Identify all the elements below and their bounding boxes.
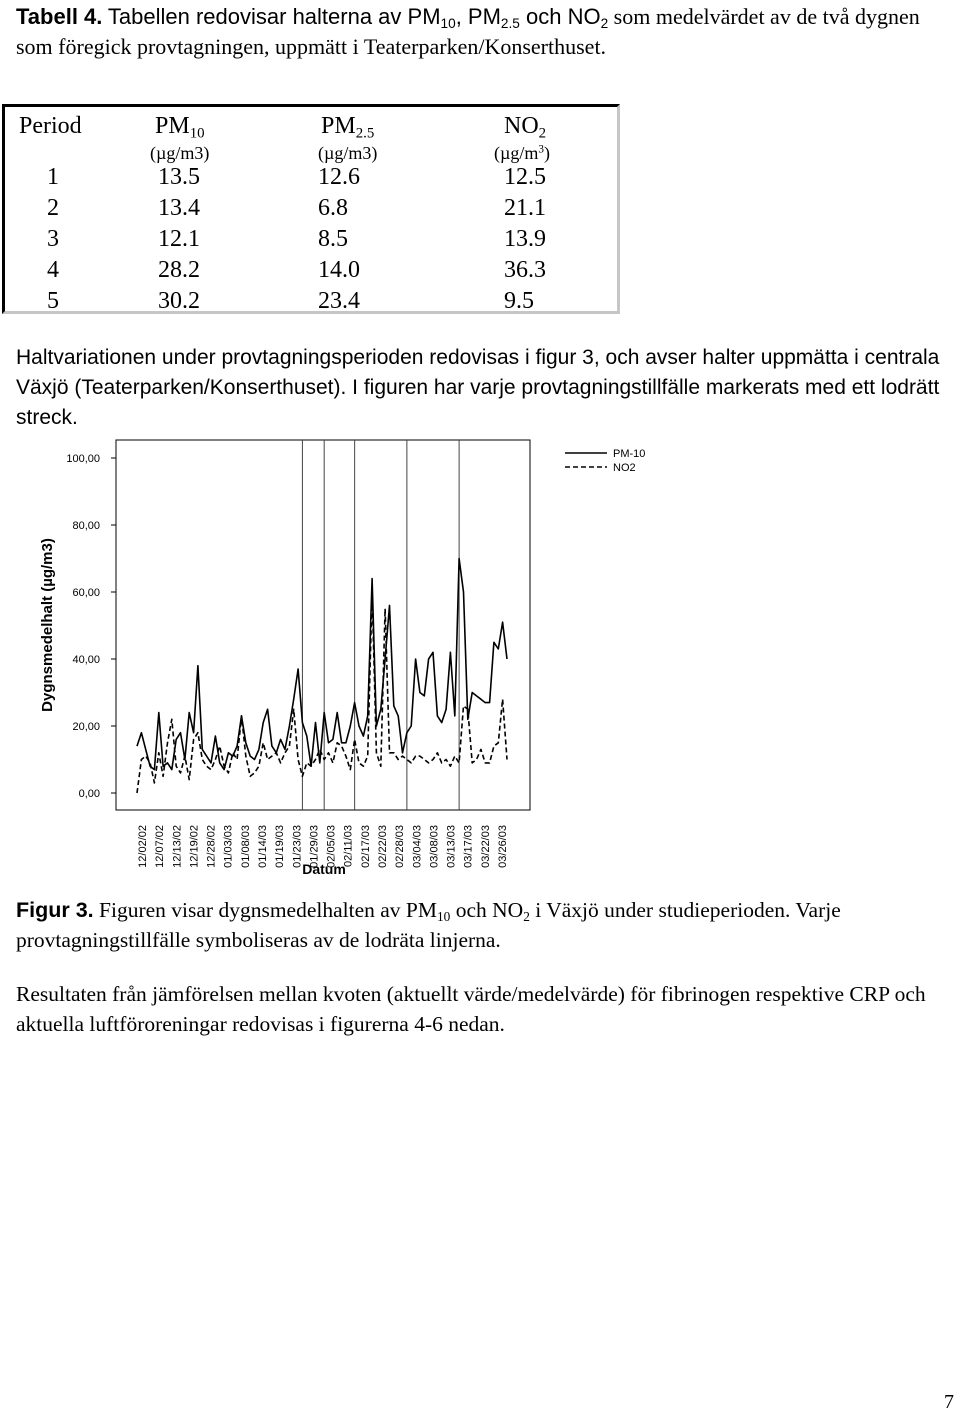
x-tick-label: 01/03/03	[222, 825, 235, 868]
table-cell: 28.2	[158, 257, 200, 283]
x-tick-label: 12/02/02	[137, 825, 149, 868]
table-cell: 30.2	[158, 288, 200, 314]
y-tick-label: 0,00	[78, 788, 100, 800]
results-paragraph: Resultaten från jämförelsen mellan kvoten (aktuellt värde/medelvärde) för fibrinogen respektive CRP och aktuella luftföroreningar redovisas i figurerna 4-6 nedan.	[16, 982, 926, 1036]
body-paragraph: Haltvariationen under provtagningsperioden redovisas i figur 3, och avser halter uppmätta i centrala Växjö (Teaterparken/Konserthuset). I figuren har varje provtagningstillfälle markerats med ett lodrätt streck.	[16, 346, 940, 429]
y-tick-label: 40,00	[72, 654, 100, 666]
x-tick-label: 01/29/03	[308, 825, 321, 868]
table-header-no2: $NO_2$	[504, 113, 547, 142]
table-header-pm25: $PM_{2.5}$	[321, 113, 375, 142]
x-tick-label: 02/22/03	[377, 825, 389, 868]
y-axis-label: Dygnsmedelhalt (µg/m3)	[39, 538, 56, 712]
table-cell: 8.5	[318, 226, 348, 252]
table-cell: 23.4	[318, 288, 360, 314]
x-tick-label: 02/11/03	[342, 825, 355, 868]
table-caption-label: Tabell 4.	[16, 4, 103, 29]
legend-no2-label: NO2	[613, 462, 636, 474]
table-cell: 9.5	[504, 288, 534, 314]
table-unit-pm25: (µg/m3)	[318, 143, 378, 163]
table-cell: 3	[47, 226, 59, 252]
no2-series-line	[137, 592, 507, 793]
table-cell: 5	[47, 288, 59, 314]
x-axis-label: Datum	[302, 861, 346, 877]
x-tick-label: 03/22/03	[479, 825, 492, 868]
x-tick-label: 02/05/03	[325, 825, 338, 868]
x-tick-label: 03/04/03	[411, 825, 424, 868]
table-cell: 1	[47, 164, 59, 190]
table-cell: 12.5	[504, 164, 546, 190]
table-cell: 13.9	[504, 226, 546, 252]
table-cell: 6.8	[318, 195, 348, 221]
x-tick-label: 03/13/03	[445, 825, 458, 868]
plot-frame	[116, 440, 530, 810]
x-tick-label: 03/08/03	[428, 825, 441, 868]
table-cell: 12.1	[158, 226, 200, 252]
y-tick-label: 80,00	[72, 520, 100, 532]
table-header-period: Period	[19, 113, 82, 139]
table-unit-pm10: (µg/m3)	[150, 143, 210, 163]
table-cell: 2	[47, 195, 59, 221]
figure-caption: Figur 3. Figuren visar dygnsmedelhalten av $PM_{10}$ och $NO_2$ i Växjö under studieperioden. Varje provtagningstillfälle symboliseras av de lodräta linjerna.	[16, 898, 841, 952]
y-tick-label: 60,00	[72, 587, 100, 599]
x-tick-label: 12/28/02	[205, 825, 218, 868]
x-tick-label: 12/07/02	[154, 825, 167, 868]
y-tick-label: 20,00	[72, 721, 100, 733]
y-tick-label: 100,00	[66, 453, 100, 465]
x-tick-label: 01/19/03	[274, 825, 287, 868]
x-tick-label: 02/17/03	[359, 825, 372, 868]
page-number: 7	[944, 1391, 954, 1413]
table-cell: 36.3	[504, 257, 546, 283]
table-header-pm10: $PM_{10}$	[155, 113, 205, 142]
table-cell: 12.6	[318, 164, 360, 190]
x-tick-label: 12/19/02	[188, 825, 201, 868]
legend-pm10-label: PM-10	[613, 448, 646, 460]
pollutant-table	[2, 104, 620, 314]
table-cell: 13.5	[158, 164, 200, 190]
x-tick-label: 01/14/03	[257, 825, 269, 868]
figure-caption-label: Figur 3.	[16, 898, 94, 922]
table-caption: Tabell 4. Tabellen redovisar halterna av $PM_{10}$, $PM_{2.5}$ och $NO_2$ som medelvärdet av de två dygnen som föregick provtagningen, uppmätt i Teaterparken/Konserthuset.	[16, 4, 920, 59]
table-cell: 4	[47, 257, 59, 283]
table-cell: 14.0	[318, 257, 360, 283]
x-tick-label: 02/28/03	[394, 825, 407, 868]
x-tick-label: 12/13/02	[171, 825, 184, 868]
pm10-series-line	[137, 559, 507, 770]
x-tick-label: 03/17/03	[462, 825, 475, 868]
x-tick-label: 03/26/03	[497, 825, 509, 868]
table-cell: 21.1	[504, 195, 546, 221]
x-tick-label: 01/23/03	[291, 825, 304, 868]
pollution-line-chart	[0, 435, 960, 885]
table-cell: 13.4	[158, 195, 200, 221]
x-tick-label: 01/08/03	[239, 825, 252, 868]
table-unit-no2: $(\mu g/m^3)$	[494, 143, 550, 163]
